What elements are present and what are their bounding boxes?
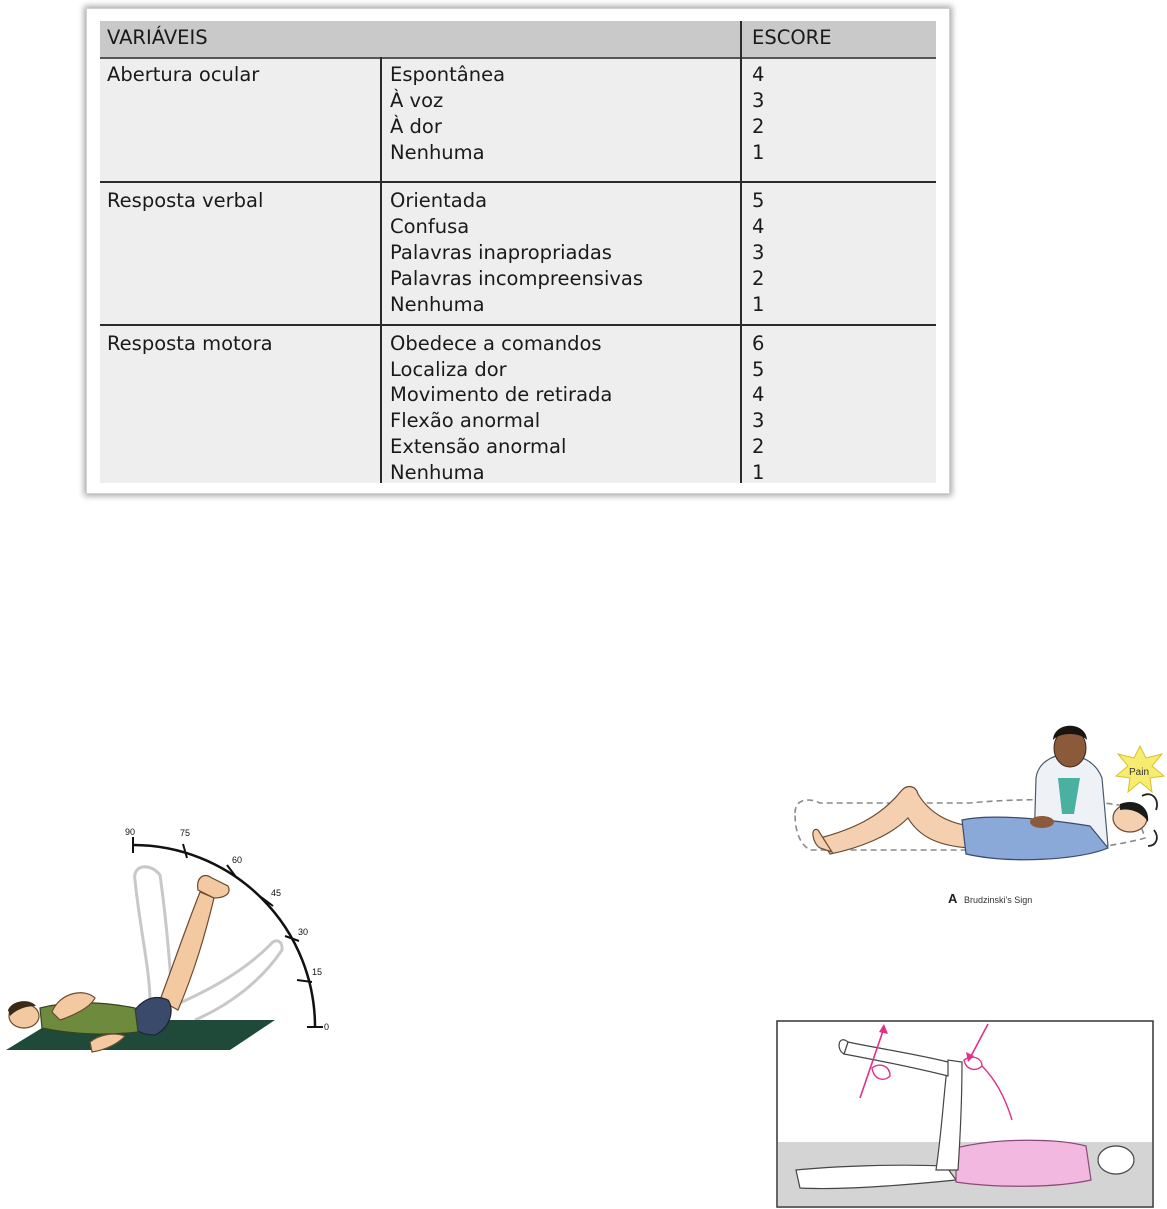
header-variables: VARIÁVEIS bbox=[107, 26, 208, 49]
score-cell: 3 bbox=[752, 241, 765, 264]
score-cell: 1 bbox=[752, 461, 765, 484]
angle-label: 0 bbox=[324, 1022, 330, 1032]
kernig-sign-illustration bbox=[776, 1020, 1154, 1208]
response-cell: Localiza dor bbox=[390, 358, 507, 381]
response-cell: Obedece a comandos bbox=[390, 332, 602, 355]
neck-flex-arrow bbox=[1142, 794, 1157, 810]
response-cell: Palavras inapropriadas bbox=[390, 241, 612, 264]
group-label-motor: Resposta motora bbox=[107, 332, 273, 355]
group-divider bbox=[100, 324, 936, 326]
score-cell: 3 bbox=[752, 409, 765, 432]
patient-gown bbox=[956, 1140, 1091, 1186]
group-label-verbal: Resposta verbal bbox=[107, 189, 264, 212]
angle-label: 30 bbox=[298, 927, 309, 937]
caption-letter: A bbox=[948, 891, 958, 906]
caption-text: Brudzinski's Sign bbox=[964, 895, 1033, 905]
response-column-divider bbox=[380, 57, 382, 483]
score-cell: 2 bbox=[752, 435, 765, 458]
score-cell: 3 bbox=[752, 89, 765, 112]
group-label-eye: Abertura ocular bbox=[107, 63, 260, 86]
angle-label: 90 bbox=[125, 827, 136, 837]
response-cell: Orientada bbox=[390, 189, 488, 212]
patient-head bbox=[1098, 1146, 1134, 1174]
group-divider bbox=[100, 181, 936, 183]
score-cell: 5 bbox=[752, 358, 765, 381]
score-column-divider bbox=[740, 21, 742, 483]
response-cell: Espontânea bbox=[390, 63, 506, 86]
score-cell: 1 bbox=[752, 141, 765, 164]
response-cell: Flexão anormal bbox=[390, 409, 541, 432]
score-cell: 4 bbox=[752, 215, 765, 238]
header-score: ESCORE bbox=[752, 26, 832, 49]
angle-label: 60 bbox=[232, 855, 243, 865]
score-cell: 2 bbox=[752, 115, 765, 138]
angle-label: 45 bbox=[271, 888, 282, 898]
glasgow-table bbox=[100, 21, 936, 483]
neck-flex-arrow bbox=[1148, 830, 1157, 846]
response-cell: Palavras incompreensivas bbox=[390, 267, 644, 290]
angle-label: 75 bbox=[180, 828, 191, 838]
score-cell: 2 bbox=[752, 267, 765, 290]
response-cell: Nenhuma bbox=[390, 461, 485, 484]
response-cell: Extensão anormal bbox=[390, 435, 567, 458]
score-cell: 4 bbox=[752, 383, 765, 406]
patient-legs bbox=[820, 787, 972, 854]
response-cell: À dor bbox=[390, 115, 442, 138]
score-cell: 4 bbox=[752, 63, 765, 86]
score-cell: 5 bbox=[752, 189, 765, 212]
score-cell: 6 bbox=[752, 332, 765, 355]
response-cell: Nenhuma bbox=[390, 293, 485, 316]
doctor-hand bbox=[1030, 816, 1054, 828]
brudzinski-sign-illustration bbox=[790, 718, 1166, 912]
score-cell: 1 bbox=[752, 293, 765, 316]
table-header bbox=[100, 21, 936, 59]
angle-label: 15 bbox=[312, 967, 323, 977]
leg-raise-illustration bbox=[0, 820, 340, 1065]
response-cell: Confusa bbox=[390, 215, 470, 238]
glasgow-table-card bbox=[86, 8, 950, 494]
response-cell: Movimento de retirada bbox=[390, 383, 613, 406]
response-cell: Nenhuma bbox=[390, 141, 485, 164]
pain-label: Pain bbox=[1129, 767, 1150, 778]
response-cell: À voz bbox=[390, 89, 444, 112]
